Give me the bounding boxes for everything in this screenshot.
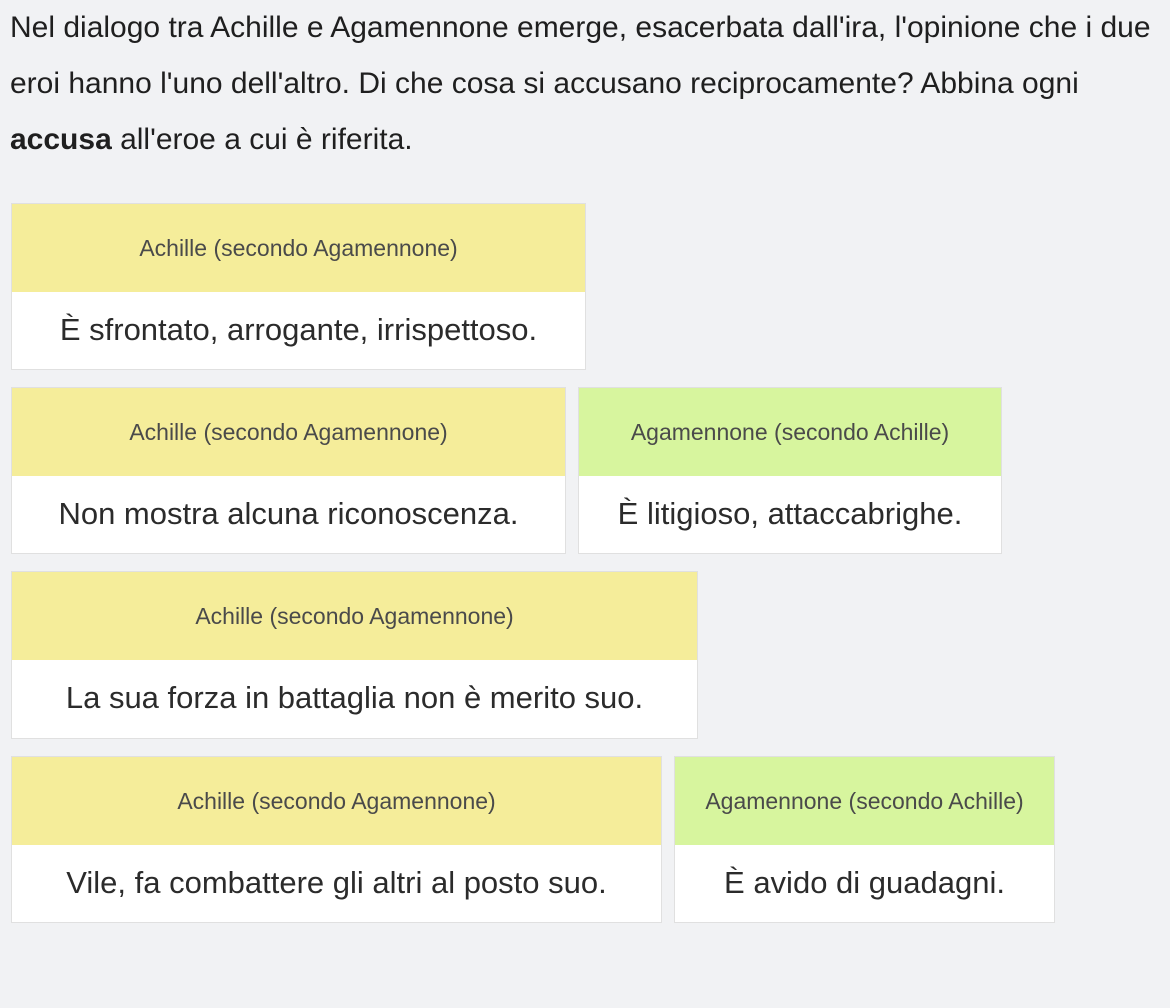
match-card-6[interactable] (674, 756, 1055, 923)
match-card-3[interactable] (578, 387, 1002, 554)
card-accusation: Non mostra alcuna riconoscenza. (58, 496, 519, 531)
card-header-achille: Achille (secondo Agamennone) (12, 204, 585, 292)
match-card-5[interactable] (11, 756, 662, 923)
card-header-agamennone: Agamennone (secondo Achille) (579, 388, 1001, 476)
card-header-agamennone: Agamennone (secondo Achille) (675, 757, 1054, 845)
card-accusation: È sfrontato, arrogante, irrispettoso. (59, 312, 538, 347)
card-header-achille: Achille (secondo Agamennone) (12, 572, 697, 660)
question-text (10, 0, 1160, 168)
match-card-1[interactable] (11, 203, 586, 370)
card-accusation: È litigioso, attaccabrighe. (617, 496, 963, 531)
question-part1: Nel dialogo tra Achille e Agamennone emerge, esacerbata dall'ira, l'opinione che i due eroi hanno l'uno dell'altro. Di che cosa si accusano reciprocamente? Abbina ogni (10, 11, 1151, 100)
question-part2: all'eroe a cui è riferita. (111, 123, 413, 156)
card-accusation: Vile, fa combattere gli altri al posto suo. (66, 865, 607, 900)
match-card-4[interactable] (11, 571, 698, 739)
card-header-achille: Achille (secondo Agamennone) (12, 388, 565, 476)
card-accusation: La sua forza in battaglia non è merito suo. (65, 680, 644, 715)
match-card-2[interactable] (11, 387, 566, 554)
question-bold-word: accusa (10, 123, 112, 156)
card-accusation: È avido di guadagni. (724, 865, 1005, 900)
card-header-achille: Achille (secondo Agamennone) (12, 757, 661, 845)
